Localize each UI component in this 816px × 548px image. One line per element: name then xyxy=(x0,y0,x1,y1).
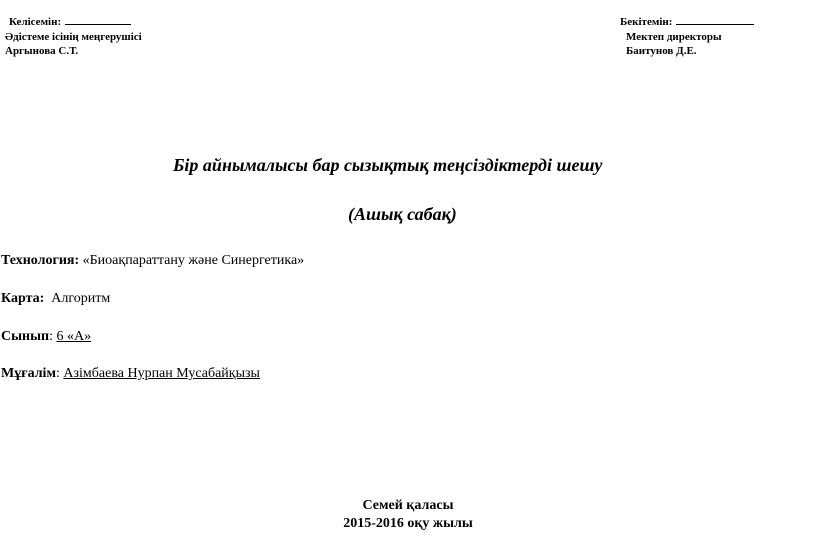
approved-label: Бекітемін: xyxy=(620,16,673,28)
technology-label: Технология: xyxy=(1,253,80,268)
teacher-label: Мұғалім xyxy=(1,366,56,381)
footer-city: Семей қаласы xyxy=(362,498,454,513)
teacher-separator: : xyxy=(55,366,60,381)
director-name: Баитунов Д.Е. xyxy=(626,45,697,57)
agreed-signature-line xyxy=(65,23,131,25)
methodist-position: Әдістеме ісінің меңгерушісі xyxy=(5,31,142,43)
agreed-block xyxy=(9,16,131,29)
methodist-name: Аргынова С.Т. xyxy=(5,45,79,57)
lesson-title: Бір айнымалысы бар сызықтық теңсіздіктерді шешу xyxy=(173,155,603,175)
director-position: Мектеп директоры xyxy=(626,31,722,43)
lesson-subtitle: (Ашық сабақ) xyxy=(348,204,457,224)
card-field xyxy=(1,291,110,307)
class-value: 6 «А» xyxy=(56,329,92,344)
card-value: Алгоритм xyxy=(51,291,111,306)
footer-year: 2015-2016 оқу жылы xyxy=(343,516,473,531)
card-label: Карта: xyxy=(1,291,45,306)
class-label: Сынып xyxy=(1,329,50,344)
technology-value: «Биоақпараттану және Синергетика» xyxy=(82,253,305,268)
technology-field xyxy=(1,253,304,269)
teacher-value: Азімбаева Нурпан Мусабайқызы xyxy=(63,366,260,381)
approved-block xyxy=(620,16,754,29)
class-separator: : xyxy=(49,329,53,344)
approved-signature-line xyxy=(676,23,754,25)
agreed-label: Келісемін: xyxy=(9,16,62,28)
teacher-field xyxy=(1,366,260,382)
class-field xyxy=(1,329,91,345)
